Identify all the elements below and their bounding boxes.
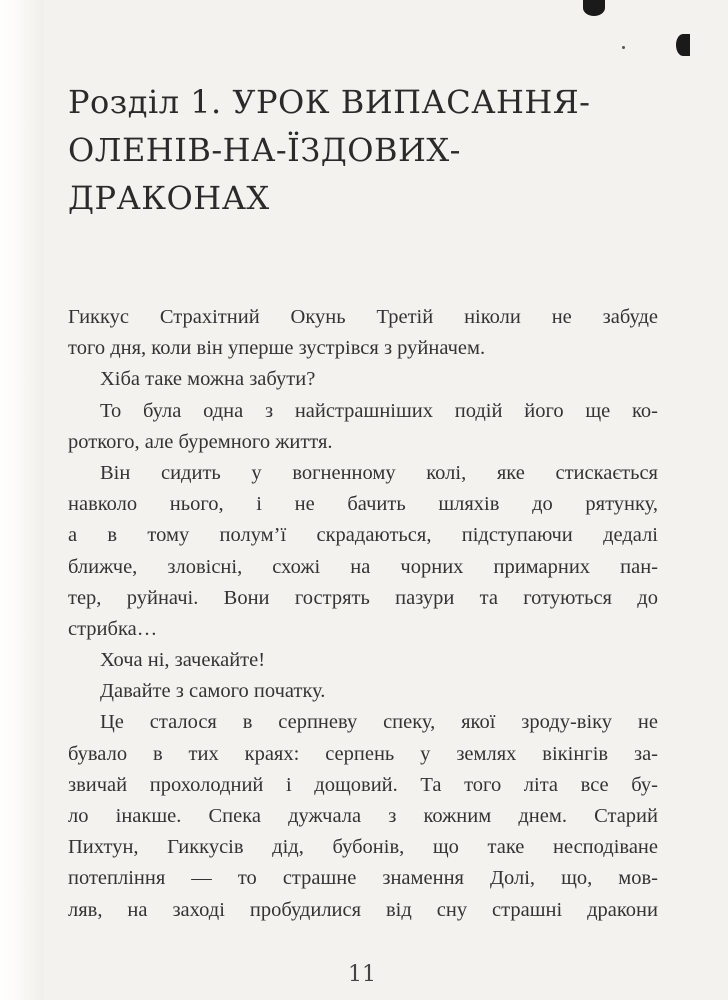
text-line: ло інакше. Спека дужчала з кожним днем. Старий <box>68 805 658 827</box>
text-line: Хіба таке можна забути? <box>100 368 316 391</box>
text-line: стрибка… <box>68 617 158 640</box>
ink-speck <box>622 46 625 49</box>
chapter-title <box>68 78 628 222</box>
page-gutter-shadow <box>0 0 44 1000</box>
ink-blot <box>676 34 690 56</box>
text-line: Він сидить у вогненному колі, яке стискається <box>100 461 658 484</box>
page-number: 11 <box>348 962 376 987</box>
text-line: тер, руйначі. Вони гострять пазури та готуються до <box>68 586 658 609</box>
text-line: Пихтун, Гиккусів дід, бубонів, що таке несподіване <box>68 836 658 859</box>
text-line: ляв, на заході пробудилися від сну страшні дракони <box>68 898 658 921</box>
body-text <box>68 302 658 926</box>
text-line: ближче, зловісні, схожі на чорних примарних пан- <box>68 555 658 578</box>
text-line: потепління — то страшне знамення Долі, що, мов- <box>68 867 658 890</box>
text-line: бувало в тих краях: серпень у землях вікінгів за- <box>68 742 658 765</box>
ink-blot <box>583 0 605 16</box>
text-line: Це сталося в серпневу спеку, якої зроду-віку не <box>100 711 658 734</box>
text-line: роткого, але буремного життя. <box>68 430 333 453</box>
text-line: а в тому полум’ї скрадаються, підступаючи дедалі <box>68 524 658 547</box>
text-line: Хоча ні, зачекайте! <box>100 649 266 672</box>
text-line: То була одна з найстрашніших подій його ще ко- <box>100 399 658 422</box>
text-line: звичай прохолодний і дощовий. Та того літа все бу- <box>68 773 658 796</box>
chapter-title-line: Розділ 1. УРОК ВИПАСАННЯ- <box>68 83 591 121</box>
chapter-title-line: ДРАКОНАХ <box>68 179 270 217</box>
text-line: Гиккус Страхітний Окунь Третій ніколи не забуде <box>68 306 658 328</box>
chapter-title-line: ОЛЕНІВ-НА-ЇЗДОВИХ- <box>68 131 461 169</box>
text-line: навколо нього, і не бачить шляхів до рятунку, <box>68 493 658 516</box>
text-line: Давайте з самого початку. <box>100 680 326 703</box>
text-line: того дня, коли він уперше зустрівся з руйначем. <box>68 337 486 360</box>
